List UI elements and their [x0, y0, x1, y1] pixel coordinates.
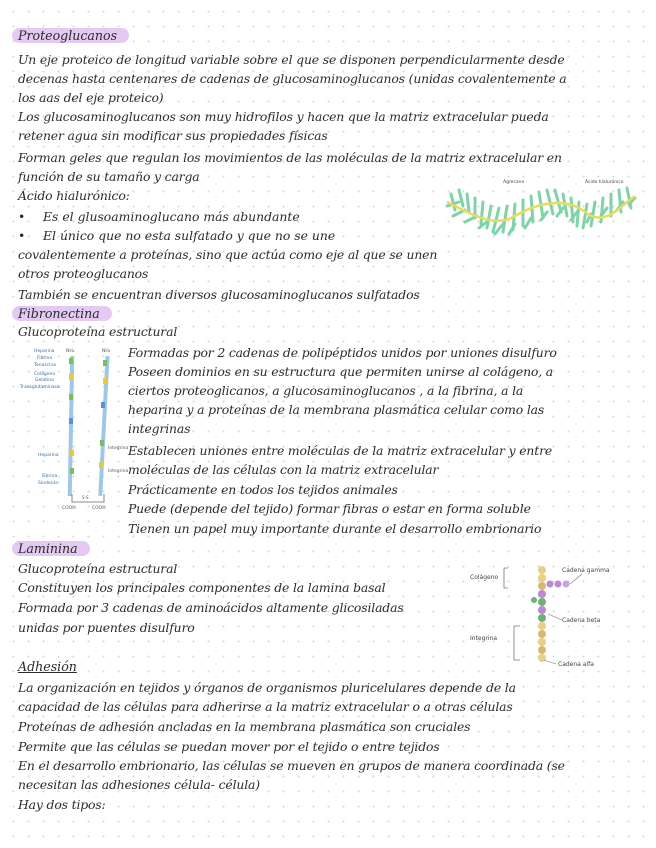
fn-label: Transglutaminasa	[20, 385, 60, 390]
fibronectin-chain-right	[98, 356, 109, 496]
text-line: función de su tamaño y carga	[18, 169, 200, 184]
fibronectin-figure	[20, 344, 130, 512]
bullet-dot: •	[18, 209, 26, 224]
text-line: Un eje proteico de longitud variable sobre el que se disponen perpendicularmente desde	[18, 52, 565, 67]
text-line: Formada por 3 cadenas de aminoácidos altamente glicosiladas	[18, 600, 404, 615]
fn-label: Gelatina	[35, 378, 54, 383]
text-line: heparina y a proteínas de la membrana plasmática celular como las	[128, 402, 545, 417]
section-heading-proteoglucanos: Proteoglucanos	[12, 28, 129, 43]
text-line: Constituyen los principales componentes de la lamina basal	[18, 580, 386, 595]
fn-label: Fibrina	[42, 474, 58, 479]
figure-label-agrecano: Agrecano	[503, 180, 525, 185]
text-line: retener agua sin modificar sus propiedades físicas	[18, 128, 328, 143]
lam-integrin-label: Integrina	[470, 635, 498, 642]
fibronectin-chain-left	[68, 356, 74, 496]
fn-label: Heparina	[34, 349, 55, 354]
bullet-text: Es el glusoaminoglucano más abundante	[43, 209, 300, 224]
laminin-figure	[470, 560, 630, 670]
text-line: otros proteoglucanos	[18, 266, 149, 281]
bullet-dot: •	[18, 228, 26, 243]
text-line: Prácticamente en todos los tejidos animales	[128, 482, 398, 497]
fn-integrin-label: Integrina	[108, 446, 129, 451]
text-line: unidas por puentes disulfuro	[18, 620, 195, 635]
text-line: Permite que las células se puedan mover por el tejido o entre tejidos	[18, 739, 440, 754]
bullet-text: El único que no esta sulfatado y que no se une	[43, 228, 336, 243]
figure-label-hialuronico: Ácido hialurónico	[585, 180, 624, 185]
text-line: Establecen uniones entre moléculas de la matriz extracelular y entre	[128, 443, 553, 458]
fn-nh2: NH₂	[102, 349, 111, 354]
fn-label: Heparina	[38, 453, 59, 458]
text-line: decenas hasta centenares de cadenas de glucosaminoglucanos (unidas covalentemente a	[18, 71, 567, 86]
fn-cooh: COOH	[62, 506, 76, 511]
aggrecan-bristles	[447, 188, 635, 234]
section-heading-laminina: Laminina	[12, 541, 90, 556]
text-line: moléculas de las células con la matriz extracelular	[128, 462, 439, 477]
text-line: Forman geles que regulan los movimientos de las moléculas de la matriz extracelular en	[18, 150, 562, 165]
section-heading-adhesion: Adhesión	[18, 659, 77, 674]
text-line: En el desarrollo embrionario, las células se mueven en grupos de manera coordinada (se	[18, 758, 565, 773]
fn-integrin-label: Integrina	[108, 469, 129, 474]
fn-cooh: COOH	[92, 506, 106, 511]
text-line: ciertos proteoglicanos, a glucosaminoglucanos , a la fibrina, a la	[128, 383, 524, 398]
subtitle: Glucoproteína estructural	[18, 561, 178, 576]
text-line: los aas del eje proteico)	[18, 90, 164, 105]
text-line: La organización en tejidos y órganos de organismos pluricelulares depende de la	[18, 680, 516, 695]
text-line: Proteínas de adhesión ancladas en la membrana plasmática son cruciales	[18, 719, 471, 734]
text-line: Hay dos tipos:	[18, 797, 106, 812]
text-line: Ácido hialurónico:	[18, 188, 130, 203]
fn-ss: S-S	[82, 495, 89, 500]
hyaluronic-acid-figure	[445, 176, 637, 244]
text-line: Poseen dominios en su estructura que permiten unirse al colágeno, a	[128, 364, 554, 379]
fn-label: Sindecán	[38, 481, 59, 486]
text-line: También se encuentran diversos glucosaminoglucanos sulfatados	[18, 287, 420, 302]
text-line: Puede (depende del tejido) formar fibras o estar en forma soluble	[128, 501, 531, 516]
fn-label: Fibrina	[37, 356, 53, 361]
lam-gamma-label: Cadena gamma	[562, 567, 610, 574]
section-heading-fibronectina: Fibronectina	[12, 306, 112, 321]
lam-beta-label: Cadena beta	[562, 617, 601, 624]
text-line: Los glucosaminoglucanos son muy hidrofilos y hacen que la matriz extracelular pueda	[18, 109, 549, 124]
laminin-chain-stack	[531, 566, 570, 662]
bullet-item	[18, 226, 335, 245]
lam-alpha-label: Cadena alfa	[558, 661, 594, 668]
subtitle: Glucoproteína estructural	[18, 324, 178, 339]
fn-nh2: NH₂	[66, 349, 75, 354]
text-line: Formadas por 2 cadenas de polipéptidos unidos por uniones disulfuro	[128, 345, 557, 360]
text-line: Tienen un papel muy importante durante el desarrollo embrionario	[128, 521, 542, 536]
text-line: integrinas	[128, 421, 191, 436]
fn-label: Tenascina	[34, 363, 57, 368]
bullet-item	[18, 207, 300, 226]
text-line: necesitan las adhesiones célula- célula)	[18, 777, 260, 792]
text-line: covalentemente a proteínas, sino que actúa como eje al que se unen	[18, 247, 438, 262]
text-line: capacidad de las células para adherirse a la matriz extracelular o a otras células	[18, 699, 513, 714]
lam-collagen-label: Colágeno	[470, 574, 499, 581]
fn-label: Colágeno	[34, 372, 56, 377]
